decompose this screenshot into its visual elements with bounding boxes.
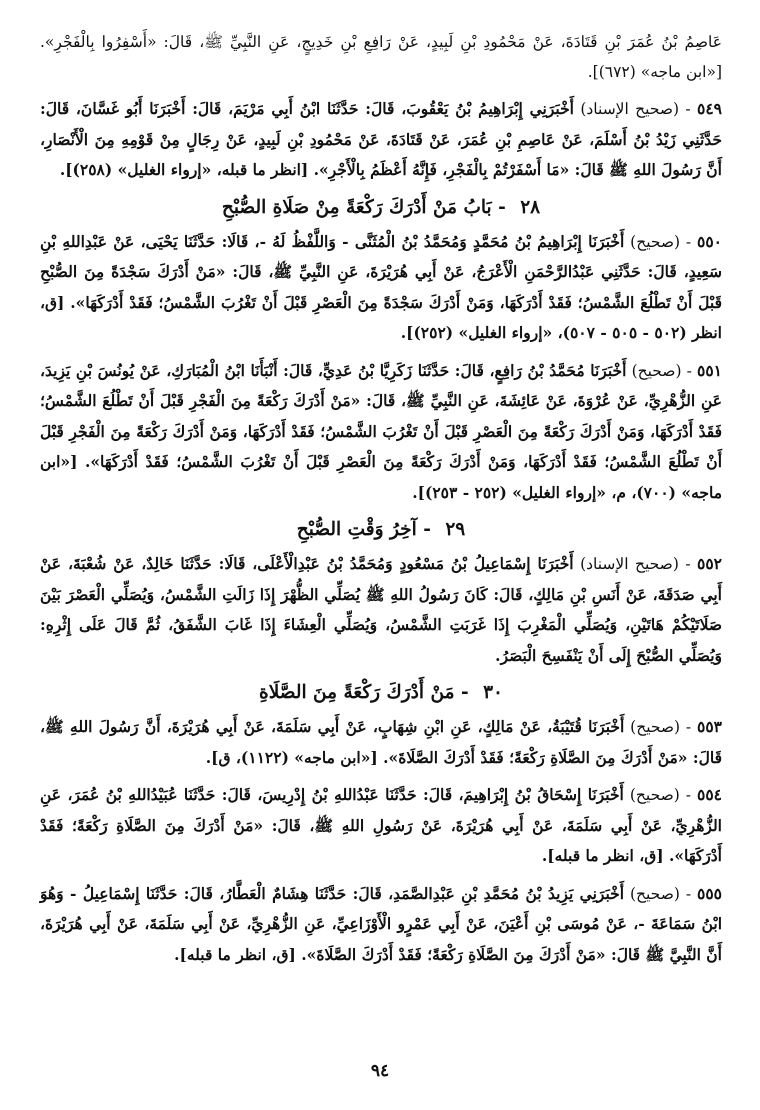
hadith-number: ٥٥٤ bbox=[697, 785, 722, 804]
hadith-grade: (صحيح) bbox=[629, 884, 680, 903]
continuation-paragraph bbox=[40, 28, 722, 87]
hadith-555: ٥٥٥ - (صحيح) أَخْبَرَنِي يَزِيدُ بْنُ مُحَمَّدِ بْنِ عَبْدِالصَّمَدِ، قَالَ: حَدَّثَنَا هِشَامٌ الْعَطَّارُ، قَالَ: حَدَّثَنَا إِسْمَاعِيلُ - وَهُوَ ابْنُ سَمَاعَةَ -، عَنْ مُوسَى بْنِ أَعْيَنَ، عَنْ أَبِي عَمْرٍو الْأَوْزَاعِيِّ، عَنِ الزُّهْرِيِّ، عَنْ أَبِي سَلَمَةَ، عَنْ أَبِي هُرَيْرَةَ، أَنَّ النَّبِيَّ ﷺ قَالَ: «مَنْ أَدْرَكَ مِنَ الصَّلَاةِ رَكْعَةً؛ فَقَدْ أَدْرَكَ الصَّلَاةَ». [ق، انظر ما قبله]. bbox=[40, 883, 722, 964]
hadith-text: أَخْبَرَنِي يَزِيدُ بْنُ مُحَمَّدِ بْنِ عَبْدِالصَّمَدِ، قَالَ: حَدَّثَنَا هِشَامٌ الْعَطَّارُ، قَالَ: حَدَّثَنَا إِسْمَاعِيلُ - وَهُوَ ابْنُ سَمَاعَةَ -، عَنْ مُوسَى بْنِ أَعْيَنَ، عَنْ أَبِي عَمْرٍو الْأَوْزَاعِيِّ، عَنِ الزُّهْرِيِّ، عَنْ أَبِي سَلَمَةَ، عَنْ أَبِي هُرَيْرَةَ، أَنَّ النَّبِيَّ ﷺ قَالَ: «مَنْ أَدْرَكَ مِنَ الصَّلَاةِ رَكْعَةً؛ فَقَدْ أَدْرَكَ الصَّلَاةَ». [ق، انظر ما قبله]. bbox=[40, 883, 722, 964]
chapter-number: ٣٠ bbox=[483, 682, 503, 703]
hadith-grade: (صحيح) bbox=[629, 786, 680, 804]
chapter-heading-28: ٢٨ - بَابُ مَنْ أَدْرَكَ رَكْعَةً مِنْ صَلَاةِ الصُّبْحِ bbox=[221, 196, 541, 218]
hadith-grade: (صحيح الإسناد) bbox=[580, 100, 680, 118]
hadith-number: ٥٥٣ bbox=[697, 717, 722, 736]
chapter-heading-29: ٢٩ - آخِرُ وَقْتِ الصُّبْحِ bbox=[296, 519, 466, 540]
hadith-550: ٥٥٠ - (صحيح) أَخْبَرَنَا إِبْرَاهِيمُ بْنُ مُحَمَّدٍ وَمُحَمَّدُ بْنُ الْمُثَنَّى - وَاللَّفْظُ لَهُ -، قَالَا: حَدَّثَنَا يَحْيَى، عَنْ عَبْدِاللهِ بْنِ سَعِيدٍ، قَالَ: حَدَّثَنِي عَبْدُالرَّحْمَنِ الْأَعْرَجُ، عَنْ أَبِي هُرَيْرَةَ، عَنِ النَّبِيِّ ﷺ، قَالَ: «مَنْ أَدْرَكَ سَجْدَةً مِنَ الصُّبْحِ قَبْلَ أَنْ تَطْلُعَ الشَّمْسُ؛ فَقَدْ أَدْرَكَهَا، وَمَنْ أَدْرَكَ سَجْدَةً مِنَ الْعَصْرِ قَبْلَ أَنْ تَغْرُبَ الشَّمْسُ؛ فَقَدْ أَدْرَكَهَا». [ق، انظر (٥٠٢ - ٥٠٥ - ٥٠٧)، «إرواء الغليل» (٢٥٢)]. bbox=[40, 231, 722, 342]
hadith-553: ٥٥٣ - (صحيح) أَخْبَرَنَا قُتَيْبَةُ، عَنْ مَالِكٍ، عَنِ ابْنِ شِهَابٍ، عَنْ أَبِي سَلَمَةَ، عَنْ أَبِي هُرَيْرَةَ، أَنَّ رَسُولَ اللهِ ﷺ، قَالَ: «مَنْ أَدْرَكَ مِنَ الصَّلَاةِ رَكْعَةً؛ فَقَدْ أَدْرَكَ الصَّلَاةَ». [«ابن ماجه» (١١٢٢)، ق]. bbox=[40, 717, 722, 767]
hadith-text: أَخْبَرَنَا إِسْحَاقُ بْنُ إِبْرَاهِيمَ، قَالَ: حَدَّثَنَا عَبْدُاللهِ بْنُ إِدْرِيسَ، قَالَ: حَدَّثَنَا عُبَيْدُاللهِ بْنُ عُمَرَ، عَنِ الزُّهْرِيِّ، عَنْ أَبِي سَلَمَةَ، عَنْ أَبِي هُرَيْرَةَ، عَنْ رَسُولِ اللهِ ﷺ، قَالَ: «مَنْ أَدْرَكَ مِنَ الصَّلَاةِ رَكْعَةً؛ فَقَدْ أَدْرَكَهَا». [ق، انظر ما قبله]. bbox=[40, 785, 722, 865]
hadith-grade: (صحيح) bbox=[630, 232, 681, 251]
hadith-grade: (صحيح) bbox=[630, 718, 681, 736]
hadith-grade: (صحيح) bbox=[631, 361, 682, 380]
chapter-heading-30: ٣٠ - مَنْ أَدْرَكَ رَكْعَةً مِنَ الصَّلَاةِ bbox=[259, 682, 503, 703]
hadith-number: ٥٥٢ bbox=[697, 554, 722, 573]
chapter-title: بَابُ مَنْ أَدْرَكَ رَكْعَةً مِنْ صَلَاةِ الصُّبْحِ bbox=[221, 196, 492, 218]
hadith-554: ٥٥٤ - (صحيح) أَخْبَرَنَا إِسْحَاقُ بْنُ إِبْرَاهِيمَ، قَالَ: حَدَّثَنَا عَبْدُاللهِ بْنُ إِدْرِيسَ، قَالَ: حَدَّثَنَا عُبَيْدُاللهِ بْنُ عُمَرَ، عَنِ الزُّهْرِيِّ، عَنْ أَبِي سَلَمَةَ، عَنْ أَبِي هُرَيْرَةَ، عَنْ رَسُولِ اللهِ ﷺ، قَالَ: «مَنْ أَدْرَكَ مِنَ الصَّلَاةِ رَكْعَةً؛ فَقَدْ أَدْرَكَهَا». [ق، انظر ما قبله]. bbox=[40, 785, 722, 865]
page-number: ٩٤ bbox=[370, 1061, 390, 1081]
hadith-text: أَخْبَرَنَا إِبْرَاهِيمُ بْنُ مُحَمَّدٍ وَمُحَمَّدُ بْنُ الْمُثَنَّى - وَاللَّفْظُ لَهُ -، قَالَا: حَدَّثَنَا يَحْيَى، عَنْ عَبْدِاللهِ بْنِ سَعِيدٍ، قَالَ: حَدَّثَنِي عَبْدُالرَّحْمَنِ الْأَعْرَجُ، عَنْ أَبِي هُرَيْرَةَ، عَنِ النَّبِيِّ ﷺ، قَالَ: «مَنْ أَدْرَكَ سَجْدَةً مِنَ الصُّبْحِ قَبْلَ أَنْ تَطْلُعَ الشَّمْسُ؛ فَقَدْ أَدْرَكَهَا، وَمَنْ أَدْرَكَ سَجْدَةً مِنَ الْعَصْرِ قَبْلَ أَنْ تَغْرُبَ الشَّمْسُ؛ فَقَدْ أَدْرَكَهَا». [ق، انظر (٥٠٢ - ٥٠٥ - ٥٠٧)، «إرواء الغليل» (٢٥٢)]. bbox=[40, 231, 722, 342]
hadith-552: ٥٥٢ - (صحيح الإسناد) أَخْبَرَنَا إِسْمَاعِيلُ بْنُ مَسْعُودٍ وَمُحَمَّدُ بْنُ عَبْدِالْأَعْلَى، قَالَا: حَدَّثَنَا خَالِدٌ، عَنْ شُعْبَةَ، عَنْ أَبِي صَدَقَةَ، عَنْ أَنَسِ بْنِ مَالِكٍ، قَالَ: كَانَ رَسُولُ اللهِ ﷺ يُصَلِّي الظُّهْرَ إِذَا زَالَتِ الشَّمْسُ، وَيُصَلِّي الْعَصْرَ بَيْنَ صَلَاتَيْكُمْ هَاتَيْنِ، وَيُصَلِّي الْمَغْرِبَ إِذَا غَرَبَتِ الشَّمْسُ، وَيُصَلِّي الْعِشَاءَ إِذَا غَابَ الشَّفَقُ، ثُمَّ قَالَ عَلَى إِثْرِهِ: وَيُصَلِّي الصُّبْحَ إِلَى أَنْ يَنْفَسِحَ الْبَصَرُ. bbox=[40, 554, 722, 665]
hadith-number: ٥٤٩ bbox=[697, 99, 723, 118]
hadith-text: أَخْبَرَنَا مُحَمَّدُ بْنُ رَافِعٍ، قَالَ: حَدَّثَنَا زَكَرِيَّا بْنُ عَدِيٍّ، قَالَ: أَنْبَأَنَا ابْنُ الْمُبَارَكِ، عَنْ يُونُسَ بْنِ يَزِيدَ، عَنِ الزُّهْرِيِّ، عَنْ عُرْوَةَ، عَنْ عَائِشَةَ، عَنِ النَّبِيِّ ﷺ، قَالَ: «مَنْ أَدْرَكَ رَكْعَةً مِنَ الْفَجْرِ قَبْلَ أَنْ تَطْلُعَ الشَّمْسُ؛ فَقَدْ أَدْرَكَهَا، وَمَنْ أَدْرَكَ رَكْعَةً مِنَ الْعَصْرِ قَبْلَ أَنْ تَغْرُبَ الشَّمْسُ؛ فَقَدْ أَدْرَكَهَا، وَمَنْ أَدْرَكَ رَكْعَةً مِنَ الْفَجْرِ قَبْلَ أَنْ تَطْلُعَ الشَّمْسُ؛ فَقَدْ أَدْرَكَهَا، وَمَنْ أَدْرَكَ رَكْعَةً مِنَ الْعَصْرِ قَبْلَ أَنْ تَغْرُبَ الشَّمْسُ؛ فَقَدْ أَدْرَكَهَا». [«ابن ماجه» (٧٠٠)، م، «إرواء الغليل» (٢٥٢ - ٢٥٣)]. bbox=[40, 360, 722, 502]
chapter-title: آخِرُ وَقْتِ الصُّبْحِ bbox=[296, 519, 417, 540]
chapter-title: مَنْ أَدْرَكَ رَكْعَةً مِنَ الصَّلَاةِ bbox=[259, 682, 455, 703]
hadith-text: أَخْبَرَنِي إِبْرَاهِيمُ بْنُ يَعْقُوبَ، قَالَ: حَدَّثَنَا ابْنُ أَبِي مَرْيَمَ، قَالَ: أَخْبَرَنَا أَبُو غَسَّانَ، قَالَ: حَدَّثَنِي زَيْدُ بْنُ أَسْلَمَ، عَنْ عَاصِمِ بْنِ عُمَرَ، عَنْ قَتَادَةَ، عَنْ مَحْمُودِ بْنِ لَبِيدٍ، عَنْ رِجَالٍ مِنْ قَوْمِهِ مِنَ الْأَنْصَارِ، أَنَّ رَسُولَ اللهِ ﷺ قَالَ: «مَا أَسْفَرْتُمْ بِالْفَجْرِ، فَإِنَّهُ أَعْظَمُ بِالْأَجْرِ». [انظر ما قبله، «إرواء الغليل» (٢٥٨)]. bbox=[40, 99, 722, 179]
hadith-text: أَخْبَرَنَا إِسْمَاعِيلُ بْنُ مَسْعُودٍ وَمُحَمَّدُ بْنُ عَبْدِالْأَعْلَى، قَالَا: حَدَّثَنَا خَالِدٌ، عَنْ شُعْبَةَ، عَنْ أَبِي صَدَقَةَ، عَنْ أَنَسِ بْنِ مَالِكٍ، قَالَ: كَانَ رَسُولُ اللهِ ﷺ يُصَلِّي الظُّهْرَ إِذَا زَالَتِ الشَّمْسُ، وَيُصَلِّي الْعَصْرَ بَيْنَ صَلَاتَيْكُمْ هَاتَيْنِ، وَيُصَلِّي الْمَغْرِبَ إِذَا غَرَبَتِ الشَّمْسُ، وَيُصَلِّي الْعِشَاءَ إِذَا غَابَ الشَّفَقُ، ثُمَّ قَالَ عَلَى إِثْرِهِ: وَيُصَلِّي الصُّبْحَ إِلَى أَنْ يَنْفَسِحَ الْبَصَرُ. bbox=[40, 554, 722, 665]
hadith-text: أَخْبَرَنَا قُتَيْبَةُ، عَنْ مَالِكٍ، عَنِ ابْنِ شِهَابٍ، عَنْ أَبِي سَلَمَةَ، عَنْ أَبِي هُرَيْرَةَ، أَنَّ رَسُولَ اللهِ ﷺ، قَالَ: «مَنْ أَدْرَكَ مِنَ الصَّلَاةِ رَكْعَةً؛ فَقَدْ أَدْرَكَ الصَّلَاةَ». [«ابن ماجه» (١١٢٢)، ق]. bbox=[40, 717, 722, 767]
hadith-number: ٥٥٥ bbox=[697, 883, 722, 903]
chapter-number: ٢٩ bbox=[445, 519, 466, 540]
hadith-549: ٥٤٩ - (صحيح الإسناد) أَخْبَرَنِي إِبْرَاهِيمُ بْنُ يَعْقُوبَ، قَالَ: حَدَّثَنَا ابْنُ أَبِي مَرْيَمَ، قَالَ: أَخْبَرَنَا أَبُو غَسَّانَ، قَالَ: حَدَّثَنِي زَيْدُ بْنُ أَسْلَمَ، عَنْ عَاصِمِ بْنِ عُمَرَ، عَنْ قَتَادَةَ، عَنْ مَحْمُودِ بْنِ لَبِيدٍ، عَنْ رِجَالٍ مِنْ قَوْمِهِ مِنَ الْأَنْصَارِ، أَنَّ رَسُولَ اللهِ ﷺ قَالَ: «مَا أَسْفَرْتُمْ بِالْفَجْرِ، فَإِنَّهُ أَعْظَمُ بِالْأَجْرِ». [انظر ما قبله، «إرواء الغليل» (٢٥٨)]. bbox=[40, 99, 723, 179]
paragraph-text: عَاصِمُ بْنُ عُمَرَ بْنِ قَتَادَةَ، عَنْ مَحْمُودِ بْنِ لَبِيدٍ، عَنْ رَافِعِ بْنِ خَدِيجٍ، عَنِ النَّبِيِّ ﷺ، قَالَ: «أَسْفِرُوا بِالْفَجْرِ». [«ابن ماجه» (٦٧٢)]. bbox=[40, 33, 722, 81]
chapter-number: ٢٨ bbox=[520, 196, 541, 218]
hadith-grade: (صحيح الإسناد) bbox=[580, 555, 679, 573]
hadith-number: ٥٥١ bbox=[697, 360, 723, 380]
hadith-number: ٥٥٠ bbox=[697, 231, 722, 251]
hadith-551: ٥٥١ - (صحيح) أَخْبَرَنَا مُحَمَّدُ بْنُ رَافِعٍ، قَالَ: حَدَّثَنَا زَكَرِيَّا بْنُ عَدِيٍّ، قَالَ: أَنْبَأَنَا ابْنُ الْمُبَارَكِ، عَنْ يُونُسَ بْنِ يَزِيدَ، عَنِ الزُّهْرِيِّ، عَنْ عُرْوَةَ، عَنْ عَائِشَةَ، عَنِ النَّبِيِّ ﷺ، قَالَ: «مَنْ أَدْرَكَ رَكْعَةً مِنَ الْفَجْرِ قَبْلَ أَنْ تَطْلُعَ الشَّمْسُ؛ فَقَدْ أَدْرَكَهَا، وَمَنْ أَدْرَكَ رَكْعَةً مِنَ الْعَصْرِ قَبْلَ أَنْ تَغْرُبَ الشَّمْسُ؛ فَقَدْ أَدْرَكَهَا، وَمَنْ أَدْرَكَ رَكْعَةً مِنَ الْفَجْرِ قَبْلَ أَنْ تَطْلُعَ الشَّمْسُ؛ فَقَدْ أَدْرَكَهَا، وَمَنْ أَدْرَكَ رَكْعَةً مِنَ الْعَصْرِ قَبْلَ أَنْ تَغْرُبَ الشَّمْسُ؛ فَقَدْ أَدْرَكَهَا». [«ابن ماجه» (٧٠٠)، م، «إرواء الغليل» (٢٥٢ - ٢٥٣)]. bbox=[40, 360, 723, 502]
